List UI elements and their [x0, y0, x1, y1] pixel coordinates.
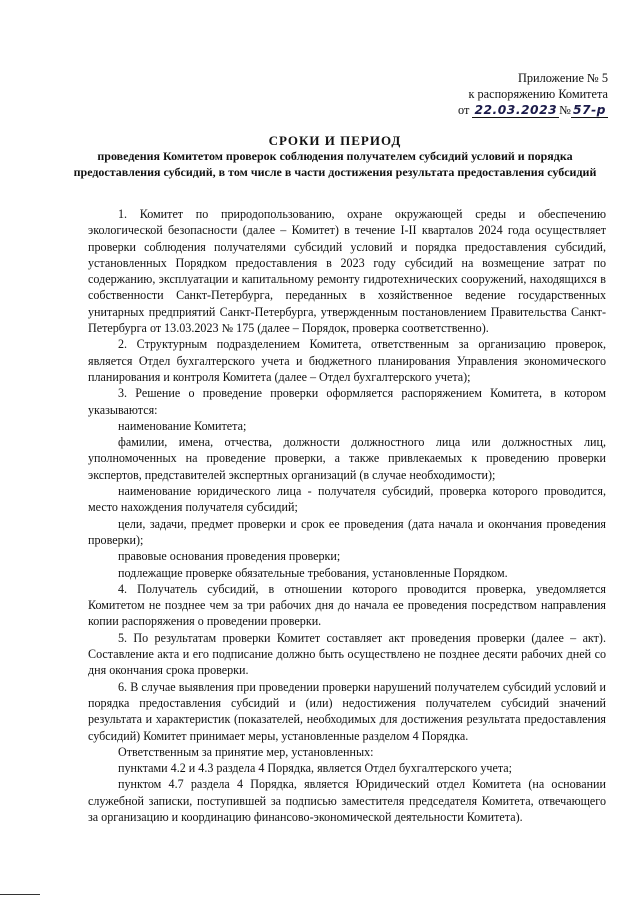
date-prefix: от: [457, 103, 470, 117]
list-item-goals: цели, задачи, предмет проверки и срок ее проведения (дата начала и окончания проведения проверки);: [88, 516, 606, 547]
title-main: СРОКИ И ПЕРИОД: [268, 133, 402, 148]
list-item-legal-basis: правовые основания проведения проверки;: [118, 549, 341, 564]
annex-reference: к распоряжению Комитета: [468, 87, 608, 101]
paragraph-1: 1. Комитет по природопользованию, охране окружающей среды и обеспечению экологической безопасности (далее – Комитет) в течение I-II кварталов 2024 года осуществляет проверки соблюдения получателями субсидий условий и порядка предоставления субсидий, установленных Порядком предоставления в 2023 году субсидий на возмещение затрат по содержанию, эксплуатации и капитальному ремонту гидротехнических сооружений, находящихся в собственности Санкт-Петербурга, переданных в хозяйственное ведение государственных унитарных предприятий Санкт-Петербурга, утвержденным постановлением Правительства Санкт-Петербурга от 13.03.2023 № 175 (далее – Порядок, проверка соответственно).: [88, 207, 606, 336]
handwritten-number: 57-р: [572, 103, 606, 117]
document-title: [70, 132, 600, 180]
paragraph-6: 6. В случае выявления при проведении проверки нарушений получателем субсидий условий и порядка предоставления субсидий и (или) недостижения получателем субсидий значений результата и характеристик (показателей, необходимых для достижения результата предоставления субсидий) Комитет принимает меры, установленные разделом 4 Порядка.: [88, 679, 606, 743]
document-body: [88, 206, 606, 825]
title-subtitle: проведения Комитетом проверок соблюдения получателем субсидий условий и порядка предоставления субсидий, в том числе в части достижения результата предоставления субсидий: [73, 149, 597, 179]
annex-date-line: [428, 102, 608, 118]
number-prefix: №: [559, 103, 571, 117]
paragraph-5: 5. По результатам проверки Комитет составляет акт проведения проверки (далее – акт). Составление акта и его подписание должно быть осуществлено не позднее десяти рабочих дней со дня окончания срока проверки.: [88, 630, 606, 678]
list-item-officials: фамилии, имена, отчества, должности должностного лица или должностных лиц, уполномоченных на проведение проверки, а также привлекаемых к проведению проверки экспертов, представителей экспертных организаций (в случае необходимости);: [88, 435, 606, 482]
paragraph-point-4-7: пунктом 4.7 раздела 4 Порядка, является Юридический отдел Комитета (на основании служебной записки, поступившей за подписью заместителя председателя Комитета, отвечающего за организацию и координацию финансово-экономической деятельности Комитета).: [88, 777, 606, 824]
annex-title: Приложение № 5: [517, 71, 608, 85]
paragraph-4: 4. Получатель субсидий, в отношении которого проводится проверка, уведомляется Комитетом не позднее чем за три рабочих дня до начала ее проведения посредством направления копии распоряжения о проведении проверки.: [88, 581, 606, 629]
handwritten-date: 22.03.2023: [474, 103, 558, 117]
footer-divider: [0, 894, 40, 895]
list-item-requirements: подлежащие проверке обязательные требования, установленные Порядком.: [118, 565, 508, 580]
list-item-legal-entity: наименование юридического лица - получателя субсидий, проверка которого проводится, место нахождения получателя субсидий;: [88, 484, 606, 515]
annex-header: [428, 70, 608, 118]
list-item-committee-name: наименование Комитета;: [118, 418, 247, 433]
paragraph-responsible: Ответственным за принятие мер, установленных:: [118, 744, 374, 759]
paragraph-3: 3. Решение о проведение проверки оформляется распоряжением Комитета, в котором указываются:: [88, 386, 606, 417]
paragraph-points-4-2-4-3: пунктами 4.2 и 4.3 раздела 4 Порядка, является Отдел бухгалтерского учета;: [118, 761, 512, 776]
paragraph-2: 2. Структурным подразделением Комитета, ответственным за организацию проверок, является Отдел бухгалтерского учета и бюджетного планирования Управления экономического планирования и контроля Комитета (далее – Отдел бухгалтерского учета);: [88, 337, 606, 384]
